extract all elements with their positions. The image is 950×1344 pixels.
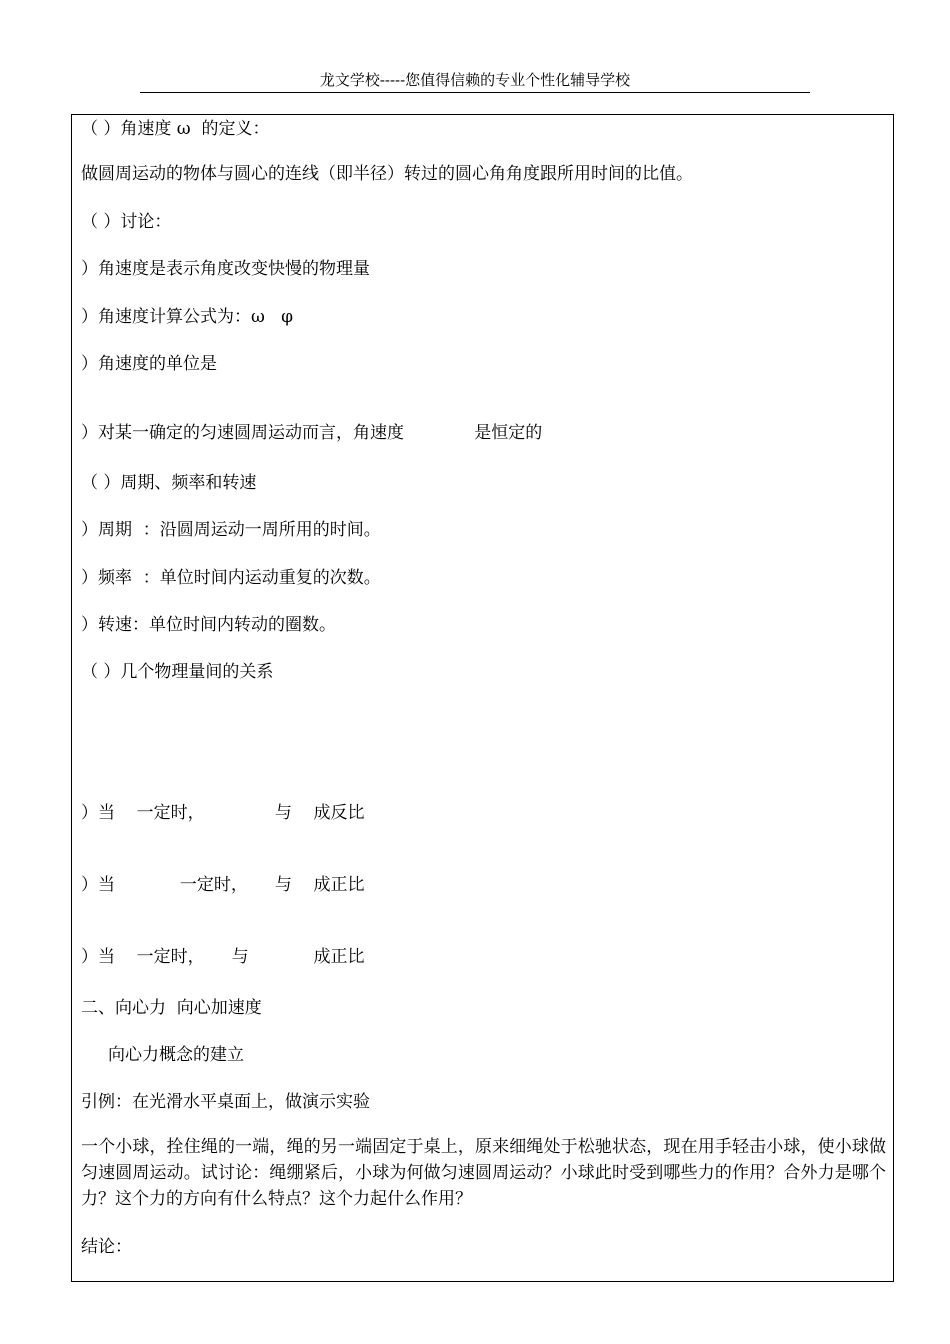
header-rule — [140, 92, 810, 93]
relation-item-3: ）当 一定时， 与 成正比 — [81, 947, 365, 967]
centripetal-force-concept: 向心力概念的建立 — [81, 1045, 245, 1065]
period-frequency-heading: （ ）周期、频率和转速 — [81, 473, 257, 493]
discussion-item-4: ）对某一确定的匀速圆周运动而言，角速度 是恒定的 — [81, 423, 543, 443]
discussion-item-2: ）角速度计算公式为：ω φ — [81, 307, 293, 327]
example-paragraph: 一个小球，拴住绳的一端，绳的另一端固定于桌上，原来细绳处于松驰状态，现在用手轻击小球，使小球做匀速圆周运动。试讨论：绳绷紧后，小球为何做匀速圆周运动？小球此时受到哪些力的作用？合外力是哪个力？这个力的方向有什么特点？这个力起什么作用？ — [81, 1137, 886, 1209]
angular-velocity-definition-text: 做圆周运动的物体与圆心的连线（即半径）转过的圆心角角度跟所用时间的比值。 — [81, 164, 693, 184]
section-two-heading: 二、向心力 向心加速度 — [81, 998, 262, 1018]
period-definition: ）周期 ：沿圆周运动一周所用的时间。 — [81, 520, 381, 540]
discussion-heading: （ ）讨论： — [81, 212, 172, 232]
rotational-speed-definition: ）转速：单位时间内转动的圈数。 — [81, 615, 336, 635]
discussion-item-3: ）角速度的单位是 — [81, 354, 217, 374]
frequency-definition: ）频率 ：单位时间内运动重复的次数。 — [81, 568, 381, 588]
relations-heading: （ ）几个物理量间的关系 — [81, 662, 274, 682]
angular-velocity-definition-heading: （ ）角速度 ω 的定义： — [81, 119, 270, 139]
page-header: 龙文学校-----您值得信赖的专业个性化辅导学校 — [319, 71, 631, 89]
relation-item-1: ）当 一定时， 与 成反比 — [81, 803, 365, 823]
example-intro: 引例：在光滑水平桌面上，做演示实验 — [81, 1092, 370, 1112]
relation-item-2: ）当 一定时， 与 成正比 — [81, 875, 365, 895]
conclusion-label: 结论： — [81, 1237, 132, 1257]
discussion-item-1: ）角速度是表示角度改变快慢的物理量 — [81, 259, 370, 279]
